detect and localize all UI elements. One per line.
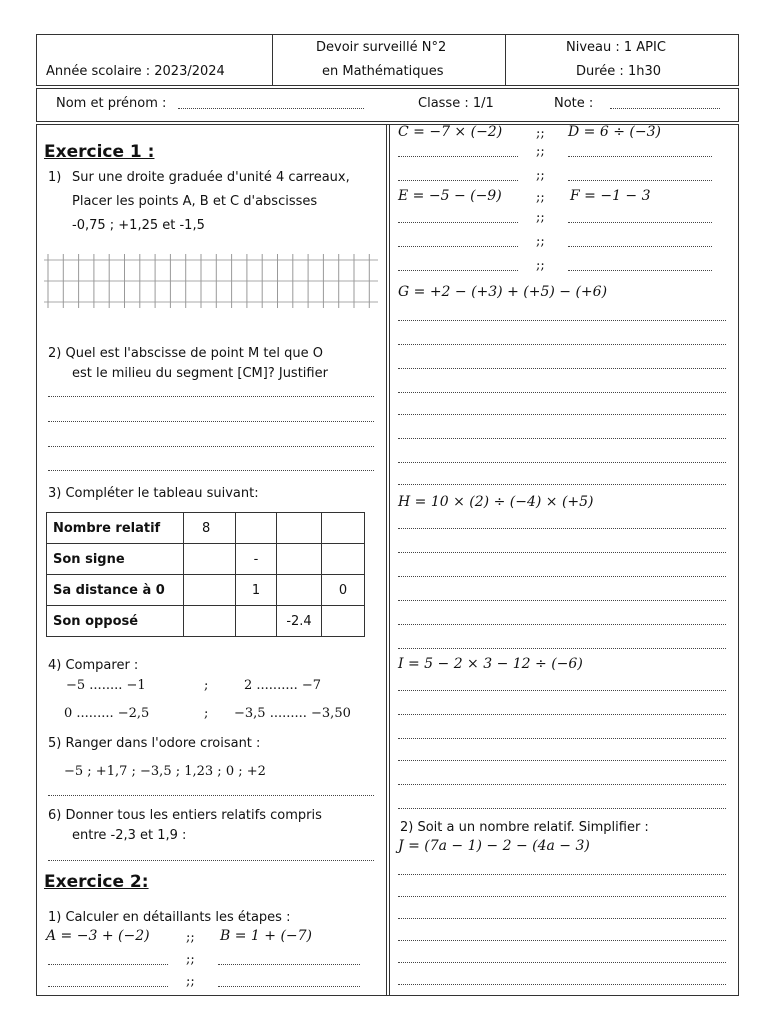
answer-line[interactable] (398, 414, 726, 415)
answer-line[interactable] (398, 600, 726, 601)
expr-separator: ;; (186, 974, 195, 989)
table-cell[interactable]: 1 (236, 575, 277, 606)
answer-line[interactable] (398, 962, 726, 963)
table-cell[interactable] (236, 606, 277, 637)
q6-line-2: entre -2,3 et 1,9 : (72, 828, 187, 843)
answer-line[interactable] (398, 896, 726, 897)
class-label: Classe : 1/1 (418, 96, 494, 111)
table-cell[interactable] (277, 513, 322, 544)
table-cell[interactable]: - (236, 544, 277, 575)
compare-3[interactable]: 0 ......... −2,5 (64, 706, 150, 721)
answer-line[interactable] (48, 795, 374, 796)
table-row (47, 575, 365, 606)
answer-line[interactable] (398, 222, 518, 223)
expr-I: I = 5 − 2 × 3 − 12 ÷ (−6) (398, 656, 583, 672)
q2-line-2: est le milieu du segment [CM]? Justifier (72, 366, 328, 381)
expr-A: A = −3 + (−2) (46, 928, 150, 944)
answer-line[interactable] (398, 552, 726, 553)
answer-line[interactable] (398, 918, 726, 919)
expr-separator: ;; (186, 952, 195, 967)
answer-line[interactable] (218, 986, 360, 987)
name-label: Nom et prénom : (56, 96, 167, 111)
note-field[interactable] (610, 108, 720, 109)
table-cell[interactable] (322, 513, 365, 544)
expr-G: G = +2 − (+3) + (+5) − (+6) (398, 284, 608, 300)
table-cell[interactable] (277, 575, 322, 606)
answer-line[interactable] (48, 986, 168, 987)
answer-line[interactable] (398, 984, 726, 985)
header-divider-2 (505, 34, 506, 86)
answer-line[interactable] (568, 222, 712, 223)
table-row (47, 513, 365, 544)
exercise-2-title: Exercice 2: (44, 872, 149, 892)
expr-H: H = 10 × (2) ÷ (−4) × (+5) (398, 494, 594, 510)
table-cell[interactable] (184, 544, 236, 575)
ex2-q2-label: 2) Soit a un nombre relatif. Simplifier : (400, 820, 649, 835)
table-header: Son signe (47, 544, 184, 575)
answer-line[interactable] (398, 484, 726, 485)
devoir-subject: en Mathématiques (322, 64, 444, 79)
table-header: Sa distance à 0 (47, 575, 184, 606)
q1-number: 1) (48, 170, 62, 185)
table-cell[interactable]: 8 (184, 513, 236, 544)
q1-line-2: Placer les points A, B et C d'abscisses (72, 194, 318, 209)
answer-line[interactable] (568, 246, 712, 247)
exercise-1-title: Exercice 1 : (44, 142, 155, 162)
table-cell[interactable] (184, 575, 236, 606)
expr-separator: ;; (536, 190, 545, 205)
expr-separator: ;; (186, 930, 195, 945)
ex2-q1-label: 1) Calculer en détaillants les étapes : (48, 910, 291, 925)
answer-line[interactable] (398, 528, 726, 529)
answer-line[interactable] (398, 808, 726, 809)
expr-separator: ;; (536, 144, 545, 159)
answer-line[interactable] (48, 470, 374, 471)
answer-line[interactable] (568, 180, 712, 181)
compare-separator: ; (204, 706, 209, 721)
table-cell[interactable] (322, 544, 365, 575)
name-field[interactable] (178, 108, 364, 109)
answer-line[interactable] (48, 396, 374, 397)
devoir-title: Devoir surveillé N°2 (316, 40, 447, 55)
answer-line[interactable] (398, 462, 726, 463)
compare-2[interactable]: 2 .......... −7 (244, 678, 322, 693)
expr-B: B = 1 + (−7) (220, 928, 313, 944)
table-row (47, 606, 365, 637)
table-row (47, 544, 365, 575)
answer-line[interactable] (568, 156, 712, 157)
answer-line[interactable] (398, 344, 726, 345)
answer-line[interactable] (48, 421, 374, 422)
answer-line[interactable] (398, 156, 518, 157)
expr-separator: ;; (536, 234, 545, 249)
q4-label: 4) Comparer : (48, 658, 139, 673)
compare-1[interactable]: −5 ........ −1 (66, 678, 146, 693)
expr-D: D = 6 ÷ (−3) (568, 124, 661, 140)
answer-line[interactable] (398, 320, 726, 321)
q2-line-1: 2) Quel est l'abscisse de point M tel que O (48, 346, 324, 361)
duration: Durée : 1h30 (576, 64, 662, 79)
answer-line[interactable] (48, 964, 168, 965)
answer-line[interactable] (398, 784, 726, 785)
expr-E: E = −5 − (−9) (398, 188, 502, 204)
answer-line[interactable] (568, 270, 712, 271)
expr-separator: ;; (536, 210, 545, 225)
answer-line[interactable] (48, 860, 374, 861)
table-cell[interactable] (236, 513, 277, 544)
q5-list: −5 ; +1,7 ; −3,5 ; 1,23 ; 0 ; +2 (64, 764, 266, 779)
expr-separator: ;; (536, 168, 545, 183)
answer-line[interactable] (398, 714, 726, 715)
expr-C: C = −7 × (−2) (398, 124, 503, 140)
relative-numbers-table (46, 512, 365, 637)
answer-line[interactable] (218, 964, 360, 965)
school-year: Année scolaire : 2023/2024 (46, 64, 225, 79)
answer-line[interactable] (398, 624, 726, 625)
expr-separator: ;; (536, 126, 545, 141)
answer-line[interactable] (398, 648, 726, 649)
answer-line[interactable] (398, 760, 726, 761)
table-header: Nombre relatif (47, 513, 184, 544)
answer-line[interactable] (398, 438, 726, 439)
note-label: Note : (554, 96, 594, 111)
expr-J: J = (7a − 1) − 2 − (4a − 3) (398, 838, 590, 854)
header-divider-1 (272, 34, 273, 86)
table-cell[interactable]: -2.4 (277, 606, 322, 637)
level: Niveau : 1 APIC (566, 40, 666, 55)
expr-F: F = −1 − 3 (570, 188, 651, 204)
table-cell[interactable] (277, 544, 322, 575)
expr-separator: ;; (536, 258, 545, 273)
answer-line[interactable] (398, 940, 726, 941)
answer-line[interactable] (398, 270, 518, 271)
q5-label: 5) Ranger dans l'odore croisant : (48, 736, 261, 751)
answer-line[interactable] (398, 738, 726, 739)
q6-line-1: 6) Donner tous les entiers relatifs compris (48, 808, 322, 823)
answer-line[interactable] (398, 690, 726, 691)
compare-4[interactable]: −3,5 ......... −3,50 (234, 706, 351, 721)
q3-label: 3) Compléter le tableau suivant: (48, 486, 259, 501)
compare-separator: ; (204, 678, 209, 693)
answer-line[interactable] (398, 180, 518, 181)
table-header: Son opposé (47, 606, 184, 637)
answer-line[interactable] (398, 246, 518, 247)
answer-line[interactable] (398, 874, 726, 875)
table-cell[interactable] (184, 606, 236, 637)
answer-line[interactable] (398, 368, 726, 369)
q1-line-3: -0,75 ; +1,25 et -1,5 (72, 218, 205, 233)
q1-line-1: Sur une droite graduée d'unité 4 carreaux, (72, 170, 350, 185)
answer-line[interactable] (48, 446, 374, 447)
answer-line[interactable] (398, 576, 726, 577)
table-cell[interactable] (322, 606, 365, 637)
answer-line[interactable] (398, 392, 726, 393)
column-divider (386, 124, 390, 996)
table-cell[interactable]: 0 (322, 575, 365, 606)
grid-number-line[interactable] (44, 254, 378, 308)
